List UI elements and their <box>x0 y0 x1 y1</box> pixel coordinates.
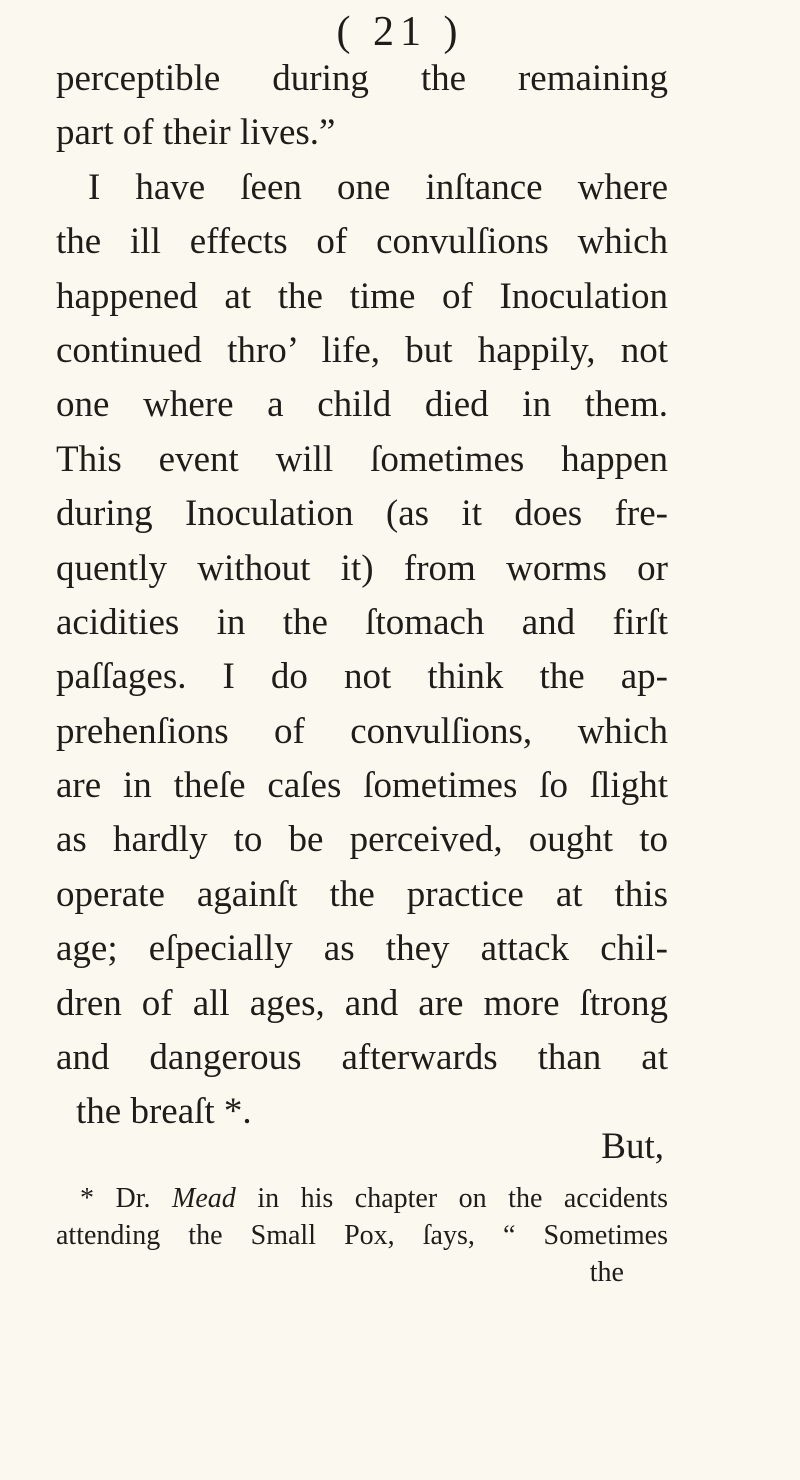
text-line: prehenſions of convulſions, which <box>56 710 668 752</box>
text-line: the ill effects of convulſions which <box>56 221 668 263</box>
footnote-line: attending the Small Pox, ſays, “ Sometimes <box>56 1220 668 1251</box>
text-line: happened at the time of Inoculation <box>56 275 668 317</box>
body-text <box>56 52 668 1140</box>
footnote <box>56 1180 668 1291</box>
text-line: dren of all ages, and are more ſtrong <box>56 982 668 1024</box>
footnote-line <box>56 1180 668 1217</box>
footnote-marker: * Dr. <box>80 1183 151 1214</box>
text-line: This event will ſometimes happen <box>56 438 668 480</box>
text-line: during Inoculation (as it does fre- <box>56 493 668 535</box>
text-line: age; eſpecially as they attack chil- <box>56 928 668 970</box>
page-number: ( 21 ) <box>336 9 464 55</box>
text-line: one where a child died in them. <box>56 384 668 426</box>
text-line: acidities in the ſtomach and firſt <box>56 601 668 643</box>
text-line: continued thro’ life, but happily, not <box>56 329 668 371</box>
text-line: part of their lives.” <box>56 112 336 154</box>
footnote-author: Mead <box>172 1183 236 1214</box>
text-line: as hardly to be perceived, ought to <box>56 819 668 861</box>
text-line: quently without it) from worms or <box>56 547 668 589</box>
text-line: paſſages. I do not think the ap- <box>56 656 668 698</box>
text-line: are in theſe caſes ſometimes ſo ſlight <box>56 765 668 807</box>
footnote-line: the <box>589 1257 624 1288</box>
footnote-text: in his chapter on the accidents <box>257 1183 669 1214</box>
text-line: perceptible during the remaining <box>56 58 668 99</box>
text-line: operate againſt the practice at this <box>56 873 668 915</box>
text-line: I have ſeen one inſtance where <box>88 166 668 208</box>
text-line: and dangerous afterwards than at <box>56 1037 668 1079</box>
catchword: But, <box>601 1126 664 1167</box>
text-line: the breaſt *. <box>76 1091 252 1133</box>
